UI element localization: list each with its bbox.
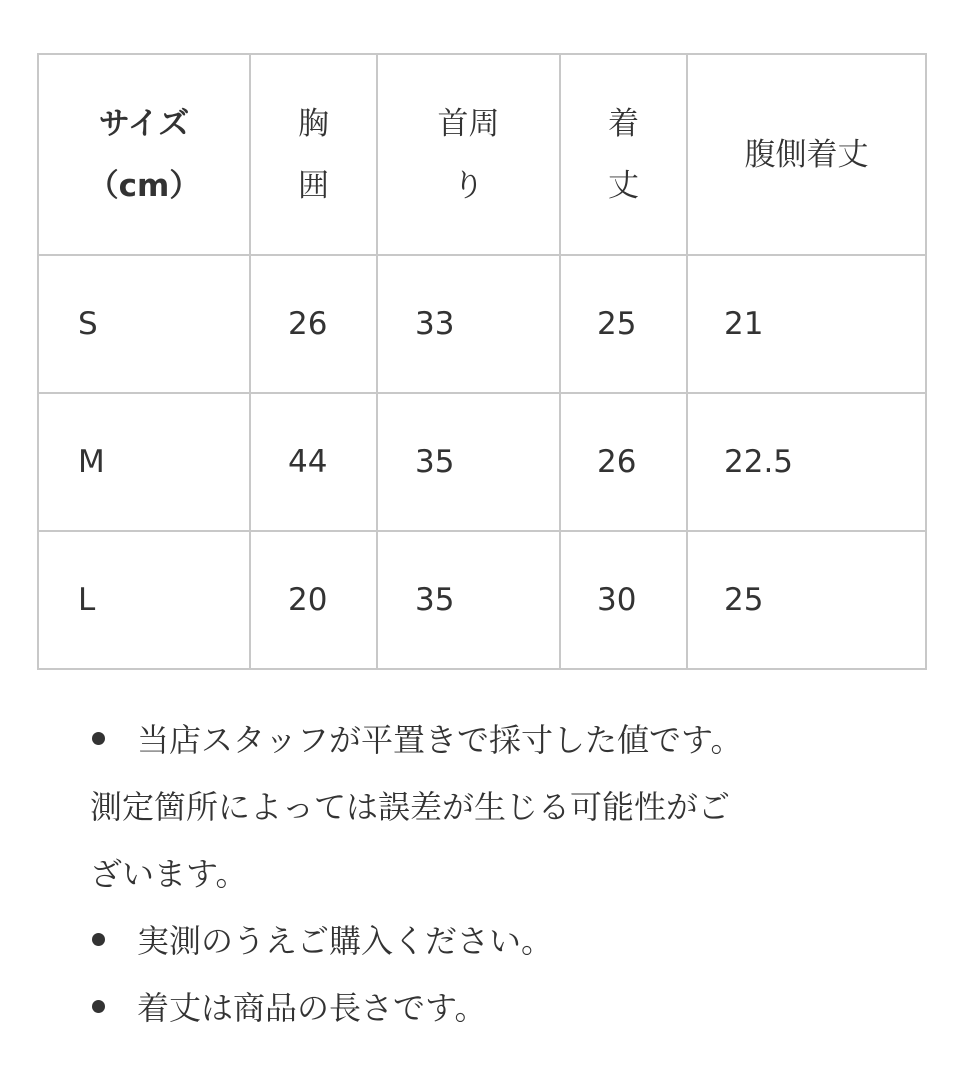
bullet-icon — [92, 732, 105, 745]
note-item: 着丈は商品の長さです。 — [90, 975, 910, 1042]
cell-size: S — [38, 255, 250, 393]
size-table — [37, 53, 927, 670]
notes-list — [90, 707, 910, 1042]
header-size: サイズ （cm） — [38, 54, 250, 255]
note-item-continued: ざいます。 — [90, 855, 248, 893]
cell-chest: 20 — [250, 531, 377, 669]
cell-belly-length: 22.5 — [687, 393, 926, 531]
header-belly-length: 腹側着丈 — [687, 54, 926, 255]
cell-neck: 35 — [377, 393, 560, 531]
cell-size: L — [38, 531, 250, 669]
note-item-continued: 測定箇所によっては誤差が生じる可能性がご — [90, 788, 731, 826]
bullet-icon — [92, 1000, 105, 1013]
cell-length: 25 — [560, 255, 687, 393]
cell-neck: 35 — [377, 531, 560, 669]
table-row — [38, 393, 926, 531]
bullet-icon — [92, 933, 105, 946]
note-item: 当店スタッフが平置きで採寸した値です。 — [90, 707, 910, 774]
header-length: 着 丈 — [560, 54, 687, 255]
cell-neck: 33 — [377, 255, 560, 393]
cell-chest: 26 — [250, 255, 377, 393]
header-neck: 首周 り — [377, 54, 560, 255]
table-header-row — [38, 54, 926, 255]
cell-chest: 44 — [250, 393, 377, 531]
cell-size: M — [38, 393, 250, 531]
header-chest: 胸 囲 — [250, 54, 377, 255]
note-item: 実測のうえご購入ください。 — [90, 908, 910, 975]
cell-length: 30 — [560, 531, 687, 669]
cell-length: 26 — [560, 393, 687, 531]
table-row — [38, 531, 926, 669]
table-row — [38, 255, 926, 393]
cell-belly-length: 21 — [687, 255, 926, 393]
cell-belly-length: 25 — [687, 531, 926, 669]
